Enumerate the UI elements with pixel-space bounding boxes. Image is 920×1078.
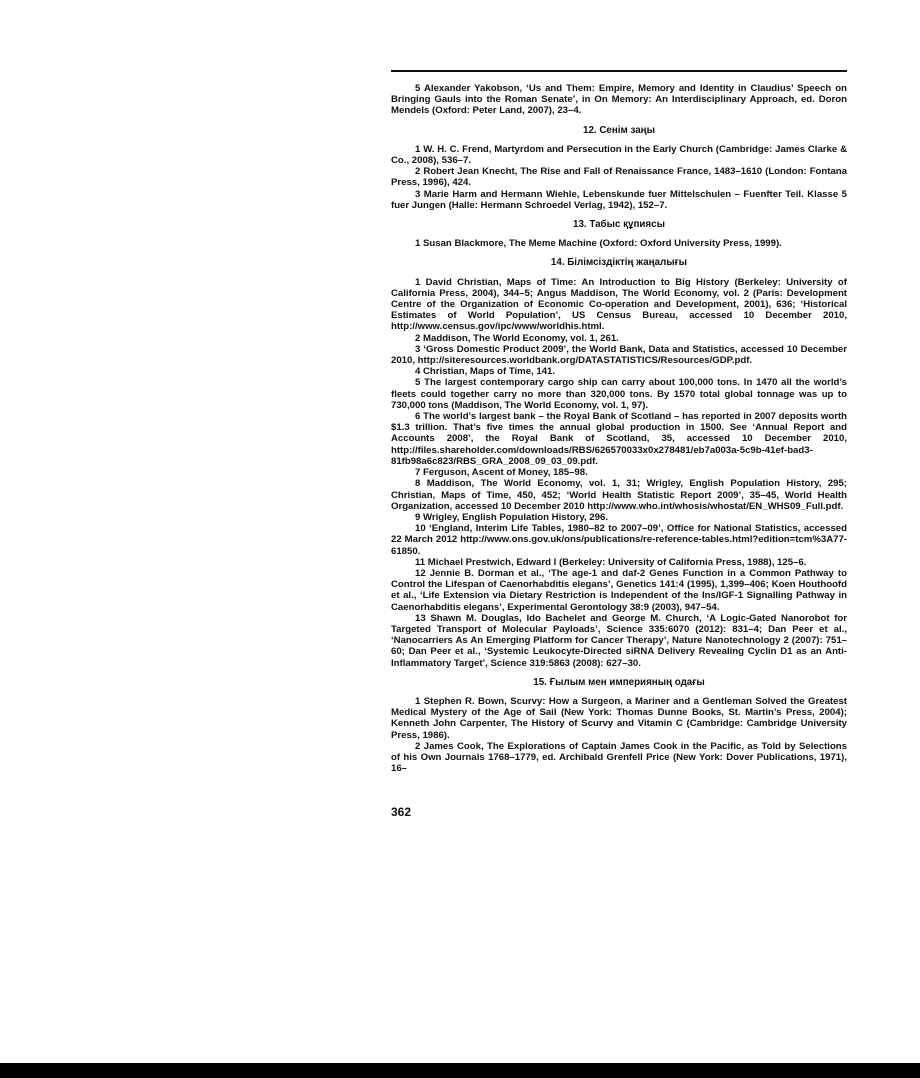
section-heading: 12. Сенім заңы: [583, 124, 655, 136]
endnote: 2 Robert Jean Knecht, The Rise and Fall of Renaissance France, 1483–1610 (London: Fontana Press, 1996), 424.: [391, 166, 847, 189]
endnote: 4 Christian, Maps of Time, 141.: [415, 366, 556, 378]
endnote: 10 ‘England, Interim Life Tables, 1980–82 to 2007–09’, Office for National Statistics, accessed 22 March 2012 http://www.ons.gov.uk/ons/publications/re-reference-tables.html?edition=tcm%3A77-61850.: [391, 523, 847, 557]
section-chapter-15: [391, 677, 847, 775]
endnote: 2 James Cook, The Explorations of Captain James Cook in the Pacific, as Told by Selections of his Own Journals 1768–1779, ed. Archibald Grenfell Price (New York: Dover Publications, 1971), 16–: [391, 740, 847, 775]
endnote: 1 Susan Blackmore, The Meme Machine (Oxford: Oxford University Press, 1999).: [415, 238, 782, 250]
endnote: 3 ‘Gross Domestic Product 2009’, the World Bank, Data and Statistics, accessed 10 December 2010, http://siteresources.worldbank.org/DATASTATISTICS/Resources/GDP.pdf.: [391, 343, 847, 367]
endnote: 1 David Christian, Maps of Time: An Introduction to Big History (Berkeley: University of California Press, 2004), 344–5; Angus Maddison, The World Economy, vol. 2 (Paris: Development Centre of the Organization of Economic Co-operation and Development, 2001), 636; ‘Historical Estimates of World Population’, US Census Bureau, accessed 10 December 2010, http://www.census.gov/ipc/www/worldhis.html.: [391, 276, 847, 333]
endnote: 5 The largest contemporary cargo ship can carry about 100,000 tons. In 1470 all the world’s fleets could together carry no more than 320,000 tons. By 1570 total global tonnage was up to 730,000 tons (Maddison, The World Economy, vol. 1, 97).: [391, 377, 847, 411]
endnote: 9 Wrigley, English Population History, 296.: [415, 511, 608, 523]
header-rule: [391, 70, 847, 72]
section-chapter-11-tail: [391, 83, 847, 117]
section-heading: 13. Табыс құпиясы: [573, 219, 665, 231]
endnotes-body: [391, 83, 847, 774]
section-chapter-14: [391, 257, 847, 668]
section-chapter-13: [391, 219, 847, 249]
section-heading: 14. Білімсіздіктің жаңалығы: [550, 257, 688, 269]
section-chapter-12: [391, 125, 847, 211]
endnote: 8 Maddison, The World Economy, vol. 1, 31; Wrigley, English Population History, 295; Christian, Maps of Time, 450, 452; ‘World Health Statistic Report 2009’, 35–45, World Health Organization, accessed 10 December 2010 http://www.who.int/whosis/whostat/EN_WHS09_Full.pdf.: [391, 478, 847, 512]
endnote: 11 Michael Prestwich, Edward I (Berkeley: University of California Press, 1988), 125–6.: [415, 556, 807, 568]
endnote: 13 Shawn M. Douglas, Ido Bachelet and George M. Church, ‘A Logic-Gated Nanorobot for Targeted Transport of Molecular Payloads’, Science 335:6070 (2012): 831–4; Dan Peer et al., ‘Nanocarriers As An Emerging Platform for Cancer Therapy’, Nature Nanotechnology 2 (2007): 751–60; Dan Peer et al., ‘Systemic Leukocyte-Directed siRNA Delivery Revealing Cyclin D1 as an Anti-Inflammatory Target’, Science 319:5863 (2008): 627–30.: [391, 612, 847, 669]
endnote: 6 The world’s largest bank – the Royal Bank of Scotland – has reported in 2007 deposits worth $1.3 trillion. That’s five times the annual global production in 1500. See ‘Annual Report and Accounts 2008’, the Royal Bank of Scotland, 35, accessed 10 December 2010, http://files.shareholder.com/downloads/RBS/626570033x0x278481/eb7a003a-5c9b-41ef-bad3-81fb98a6c823/RBS_GRA_2008_09_03_09.pdf.: [391, 411, 847, 467]
endnote: 2 Maddison, The World Economy, vol. 1, 261.: [415, 332, 619, 344]
page-number: 362: [391, 805, 412, 819]
endnote: 3 Marie Harm and Hermann Wiehle, Lebenskunde fuer Mittelschulen – Fuenfter Teil. Klasse 5 fuer Jungen (Halle: Hermann Schroedel Verlag, 1942), 152–7.: [391, 188, 847, 211]
endnote: 1 Stephen R. Bown, Scurvy: How a Surgeon, a Mariner and a Gentleman Solved the Greatest Medical Mystery of the Age of Sail (New York: Thomas Dunne Books, St. Martin’s Press, 2004); Kenneth John Carpenter, The History of Scurvy and Vitamin C (Cambridge: Cambridge University Press, 1986).: [391, 695, 847, 741]
endnote: 7 Ferguson, Ascent of Money, 185–98.: [415, 467, 588, 479]
endnote: 12 Jennie B. Dorman et al., ‘The age-1 and daf-2 Genes Function in a Common Pathway to Control the Lifespan of Caenorhabditis elegans’, Genetics 141:4 (1995), 1,399–406; Koen Houthoofd et al., ‘Life Extension via Dietary Restriction is Independent of the Ins/IGF-1 Signalling Pathway in Caenorhabditis elegans’, Experimental Gerontology 38:9 (2003), 947–54.: [391, 567, 847, 613]
endnote: 1 W. H. C. Frend, Martyrdom and Persecution in the Early Church (Cambridge: James Clarke & Co., 2008), 536–7.: [391, 143, 847, 167]
endnote: 5 Alexander Yakobson, ‘Us and Them: Empire, Memory and Identity in Claudius’ Speech on Bringing Gauls into the Roman Senate’, in On Memory: An Interdisciplinary Approach, ed. Doron Mendels (Oxford: Peter Land, 2007), 23–4.: [391, 83, 847, 117]
section-heading: 15. Ғылым мен империяның одағы: [533, 676, 705, 688]
scan-border: [0, 1063, 920, 1078]
